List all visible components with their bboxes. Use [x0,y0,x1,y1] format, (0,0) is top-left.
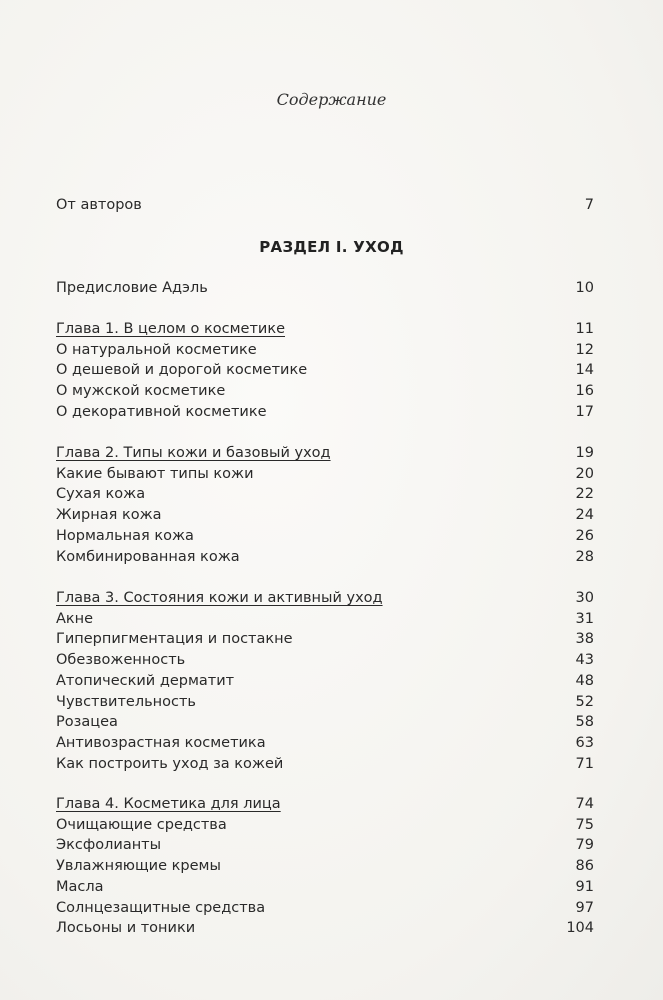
toc-entry-label: О натуральной косметике [56,341,257,358]
toc-entry-label: О дешевой и дорогой косметике [56,362,308,379]
toc-entry[interactable] [56,359,594,381]
toc-entry[interactable] [56,649,594,671]
toc-entry-page: 12 [575,341,594,358]
toc-entry[interactable] [56,339,594,361]
toc-entry-label: Гиперпигментация и постакне [56,631,293,648]
section-heading: РАЗДЕЛ I. УХОД [259,238,404,256]
toc-entry-label: Обезвоженность [56,652,186,669]
toc-entry[interactable] [56,628,594,650]
toc-entry-page: 14 [575,362,594,379]
toc-entry-label: Антивозрастная косметика [56,734,266,751]
toc-entry-page: 7 [584,197,594,213]
page-title: Содержание [276,90,387,109]
toc-entry-label: Нормальная кожа [56,527,194,544]
toc-entry[interactable] [56,711,594,733]
toc-entry-label: Лосьоны и тоники [56,920,196,937]
toc-entry-page: 71 [575,755,594,772]
toc-chapter-page: 30 [575,590,594,606]
toc-entry[interactable] [56,670,594,692]
toc-entry-label: Атопический дерматит [56,672,235,689]
toc-entry[interactable] [56,691,594,713]
toc-chapter-3[interactable] [56,587,594,609]
toc-entry-preface[interactable] [56,277,594,299]
toc-entry-label: Увлажняющие кремы [56,858,221,875]
toc-chapter-page: 74 [575,796,594,812]
toc-entry-label: О мужской косметике [56,383,226,400]
toc-entry-label: Очищающие средства [56,816,227,833]
toc-chapter-1[interactable] [56,318,594,340]
toc-entry-page: 24 [575,507,594,524]
toc-entry-label: Чувствительность [56,693,196,710]
toc-chapter-page: 19 [575,445,594,461]
toc-entry-label: Сухая кожа [56,486,146,503]
toc-entry-label: Жирная кожа [56,507,162,524]
toc-entry-label: Эксфолианты [56,837,162,854]
toc-entry-page: 86 [575,858,594,875]
toc-entry-label: Как построить уход за кожей [56,755,284,772]
toc-entry-page: 28 [575,548,594,565]
toc-entry-page: 58 [575,714,594,731]
toc-entry-label: От авторов [56,197,142,213]
toc-entry[interactable] [56,504,594,526]
toc-chapter-label: Глава 4. Косметика для лица [56,796,281,812]
toc-entry[interactable] [56,753,594,775]
toc-entry-page: 38 [575,631,594,648]
toc-entry-page: 91 [575,878,594,895]
toc-entry-page: 63 [575,734,594,751]
toc-entry[interactable] [56,855,594,877]
toc-entry-page: 97 [575,899,594,916]
toc-chapter-label: Глава 3. Состояния кожи и активный уход [56,590,383,606]
toc-entry-page: 48 [575,672,594,689]
toc-entry-page: 43 [575,652,594,669]
toc-entry-label: Акне [56,610,94,627]
toc-entry[interactable] [56,463,594,485]
toc-entry[interactable] [56,834,594,856]
toc-entry[interactable] [56,401,594,423]
toc-entry-page: 52 [575,693,594,710]
toc-chapter-4[interactable] [56,793,594,815]
toc-entry[interactable] [56,546,594,568]
toc-entry[interactable] [56,897,594,919]
toc-chapter-2[interactable] [56,442,594,464]
toc-entry-label: О декоративной косметике [56,403,267,420]
toc-entry-page: 20 [575,465,594,482]
toc-chapter-label: Глава 2. Типы кожи и базовый уход [56,445,331,461]
toc-chapter-label: Глава 1. В целом о косметике [56,321,286,337]
toc-entry-label: Какие бывают типы кожи [56,465,254,482]
toc-entry-page: 10 [575,280,594,296]
toc-entry[interactable] [56,917,594,939]
toc-entry[interactable] [56,608,594,630]
toc-entry[interactable] [56,483,594,505]
toc-entry[interactable] [56,732,594,754]
toc-entry-label: Масла [56,878,104,895]
toc-entry-intro[interactable] [56,194,594,216]
toc-entry-page: 31 [575,610,594,627]
toc-entry-page: 22 [575,486,594,503]
toc-entry-page: 79 [575,837,594,854]
toc-entry-page: 17 [575,403,594,420]
toc-entry-label: Предисловие Адэль [56,280,208,296]
toc-entry[interactable] [56,876,594,898]
toc-chapter-page: 11 [575,321,594,337]
toc-entry[interactable] [56,380,594,402]
toc-entry-label: Розацеа [56,714,118,731]
toc-entry-label: Комбинированная кожа [56,548,240,565]
toc-entry-page: 75 [575,816,594,833]
toc-entry-label: Солнцезащитные средства [56,899,266,916]
toc-entry-page: 104 [566,920,594,937]
toc-entry[interactable] [56,525,594,547]
toc-entry-page: 26 [575,527,594,544]
toc-entry-page: 16 [575,383,594,400]
toc-entry[interactable] [56,814,594,836]
